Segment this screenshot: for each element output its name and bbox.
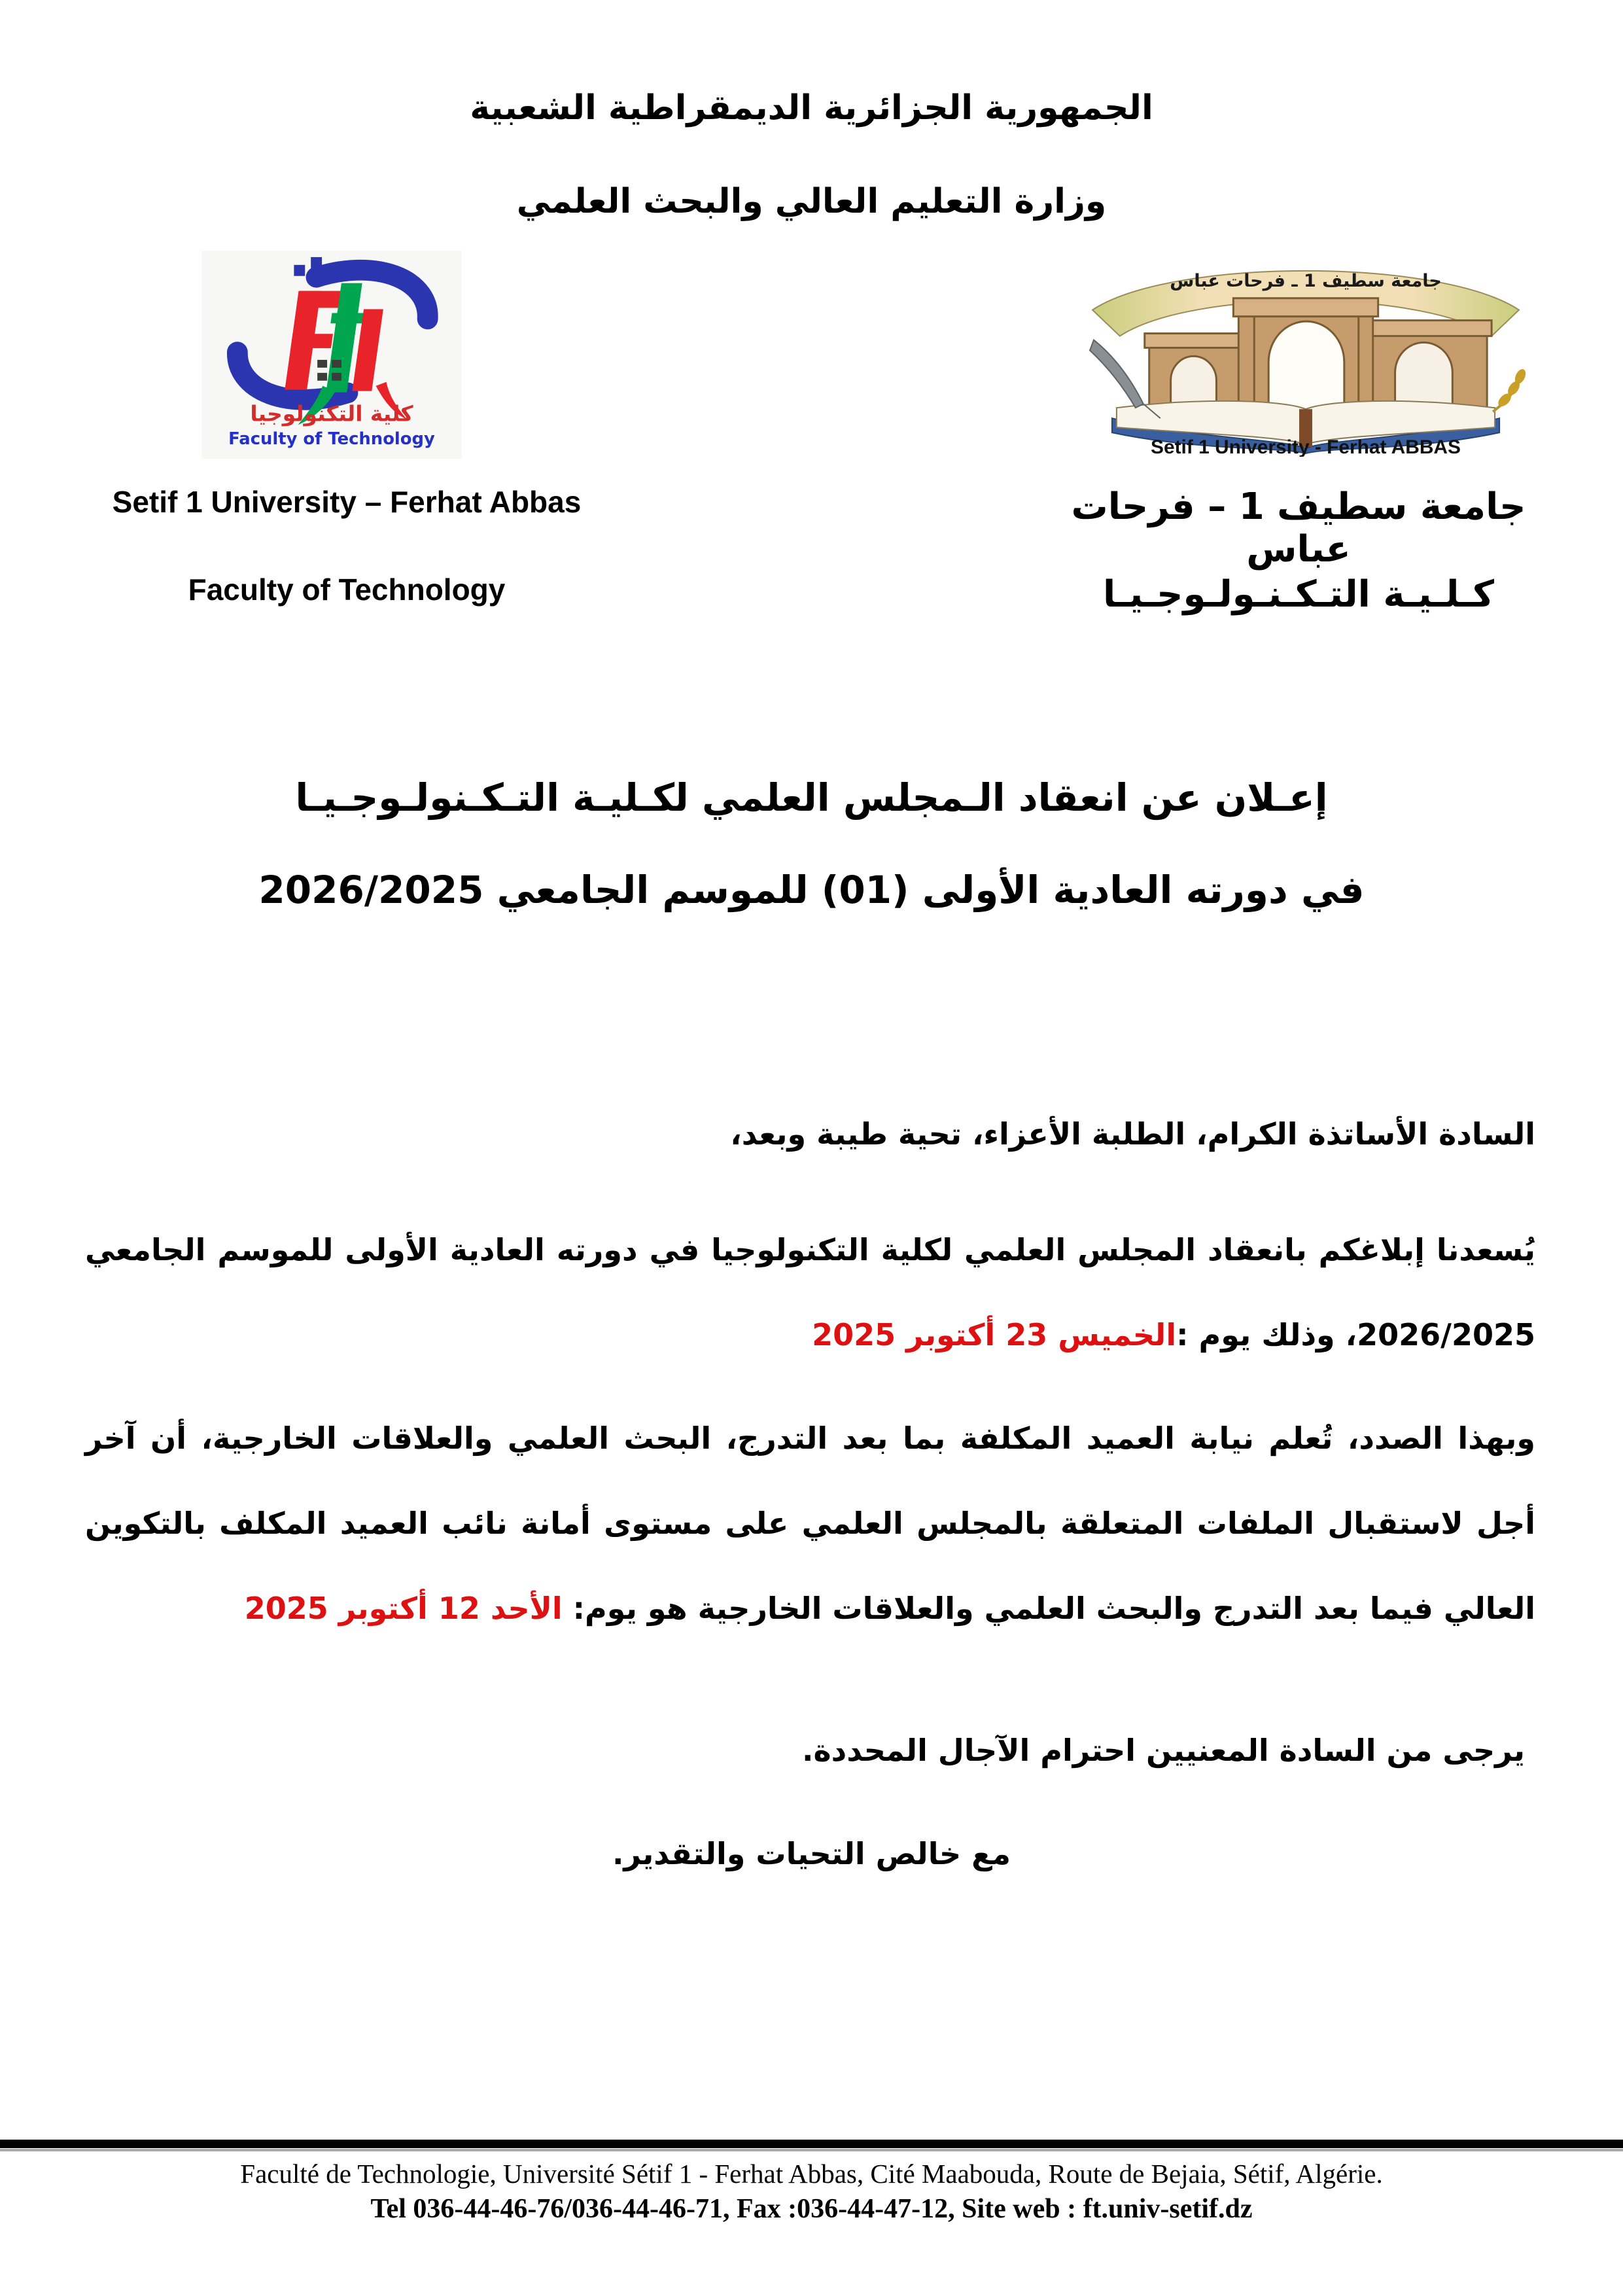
announcement-title-line2: في دورته العادية الأولى (01) للموسم الجامعي 2026/2025 [258, 868, 1365, 912]
ministry-header: وزارة التعليم العالي والبحث العلمي [516, 182, 1107, 221]
footer-address: Faculté de Technologie, Université Sétif 1 - Ferhat Abbas, Cité Maabouda, Route de Bejaia, Sétif, Algérie. [240, 2159, 1383, 2189]
closing-regards: مع خالص التحيات والتقدير. [612, 1836, 1011, 1871]
footer-divider-shadow [0, 2149, 1623, 2151]
paragraph-deadline [85, 1396, 1535, 1651]
paragraph-session-date-text: يُسعدنا إبلاغكم بانعقاد المجلس العلمي لكلية التكنولوجيا في دورته العادية الأولى للموسم الجامعي 2026/2025، وذلك يوم : [85, 1232, 1535, 1352]
faculty-name-english: Faculty of Technology [188, 573, 506, 607]
republic-header: الجمهورية الجزائرية الديمقراطية الشعبية [470, 88, 1153, 128]
banner-arabic-text: جامعة سطيف 1 ـ فرحات عباس [1170, 270, 1442, 291]
faculty-logo-english-name: Faculty of Technology [228, 429, 435, 450]
paragraph-session-date [85, 1207, 1535, 1377]
university-name-english: Setif 1 University – Ferhat Abbas [112, 485, 582, 519]
announcement-title-line1: إعـلان عن انعقاد الـمجلس العلمي لكـليـة التـكـنولـوجـيـا [295, 775, 1328, 820]
session-date-highlight: الخميس 23 أكتوبر 2025 [812, 1317, 1177, 1352]
paragraph-deadline-text: وبهذا الصدد، تُعلم نيابة العميد المكلفة بما بعد التدرج، البحث العلمي والعلاقات الخارجية، أن آخر أجل لاستقبال الملفات المتعلقة بالمجلس العلمي على مستوى أمانة نائب العميد المكلف بالتكوين العالي فيما بعد التدرج والبحث العلمي والعلاقات الخارجية هو يوم: [85, 1421, 1535, 1626]
university-logo [1068, 243, 1544, 457]
footer-divider-bar [0, 2140, 1623, 2148]
university-logo-caption: Setif 1 University - Ferhat ABBAS [1151, 436, 1461, 457]
footer-contacts: Tel 036-44-46-76/036-44-46-71, Fax :036-44-47-12, Site web : ft.univ-setif.dz [370, 2194, 1253, 2224]
faculty-logo-arabic-name: كلية التكنولوجيا [250, 401, 413, 427]
faculty-logo-graphic [201, 251, 462, 459]
deadline-date-highlight: الأحد 12 أكتوبر 2025 [244, 1591, 563, 1626]
university-name-arabic: جامعة سطيف 1 – فرحات عباس [1071, 486, 1526, 571]
wheat-spike [1493, 368, 1527, 412]
university-logo-graphic [1068, 243, 1544, 457]
salutation-line: السادة الأساتذة الكرام، الطلبة الأعزاء، تحية طيبة وبعد، [730, 1116, 1535, 1152]
faculty-name-arabic: كـلـيـة التـكـنـولـوجـيـا [1102, 573, 1494, 616]
deadline-respect-request: يرجى من السادة المعنيين احترام الآجال المحددة. [802, 1733, 1525, 1768]
faculty-logo [201, 251, 462, 459]
